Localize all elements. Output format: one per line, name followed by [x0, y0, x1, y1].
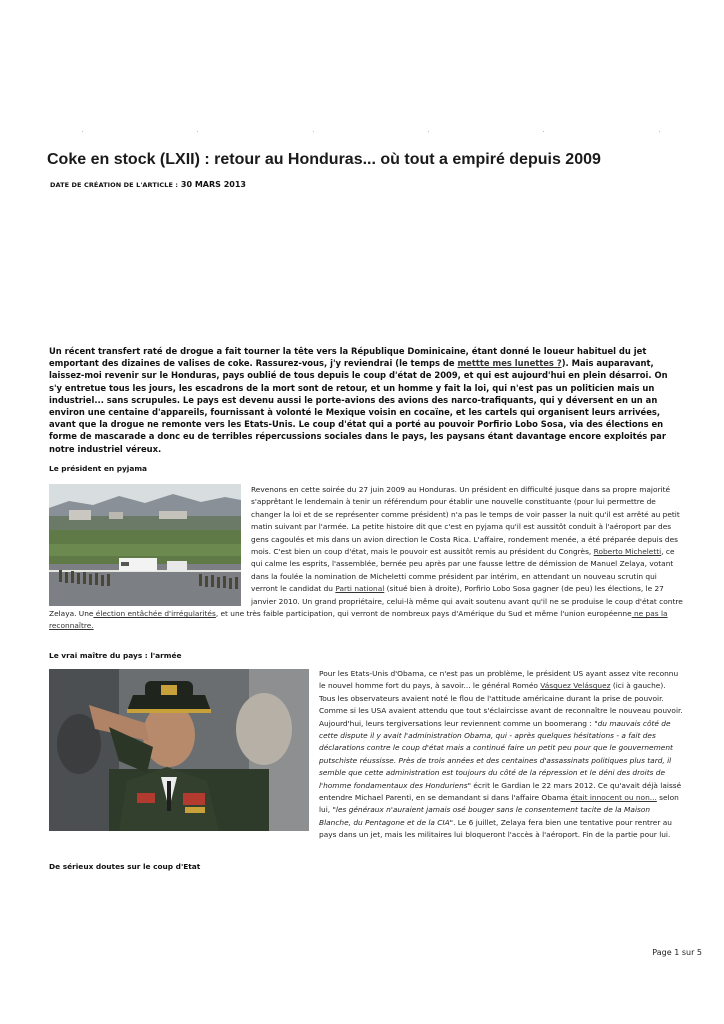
separator-dot — [543, 131, 544, 132]
intro-text: Un récent transfert raté de drogue a fait tourner la tête vers la République Dominicaine, étant donné le loueur habituel du jet emportant des dizaines de valises de coke. Rassurez-vous, j'y reviendrai (le temps de — [49, 346, 647, 369]
date-label: DATE DE CRÉATION DE L'ARTICLE : — [50, 181, 179, 189]
image-spacer — [49, 484, 251, 608]
glasses-link[interactable]: mettte mes lunettes ? — [457, 358, 562, 369]
paragraph-text: , ce qui calme les esprits, l'assemblée, bernée peu après par une fausse lettre de démission de Manuel Zelaya, votant dans la foulée la nomination de Micheletti comme président par intérim, en attendant un nouveau scrutin qui verront le candidat du — [251, 547, 675, 594]
paragraph-text: selon lui, " — [319, 793, 679, 815]
paragraph-text: Revenons en cette soirée du 27 juin 2009 au Honduras. Un président en difficulté jusque dans sa propre majorité s'apprêtant le lendemain à tenir un référendum pour établir une nouvelle constituante (pour lui permettre de changer la loi et de se représenter comme président) n'a pas le temps de voir passer la nuit qu'il est arrêté au petit matin suivant par l'armée. La petite histoire dit que c'est en pyjama qu'il est aussitôt conduit à l'aéroport par des gens cagoulés et mis dans un avion direction le Costa Rica. L'affaire, rondement menée, a été préparée depuis des mois. C'est bien un coup d'état, mais le pouvoir est aussitôt remis au président du Congrès, — [251, 485, 680, 557]
paragraph-text: ". Le 6 juillet, Zelaya fera bien une tentative pour rentrer au pays dans un jet, mais les militaires lui bloqueront l'accès à l'aéroport. Fin de la partie pour lui. — [319, 817, 672, 840]
section-army-body — [49, 668, 683, 842]
election-irregularities-link[interactable]: élection entâchée d'irrégularités — [93, 609, 216, 619]
separator-dot — [197, 131, 198, 132]
separator-dot — [313, 131, 314, 132]
page-number: Page 1 sur 5 — [652, 948, 702, 957]
guardian-quote: du mauvais côté de cette dispute il y avait l'administration Obama, qui - après quelques hésitations - a fait des déclarations contre le coup d'état mais a continué faire un petit peu pour que le gouvernement putschiste réussisse. Près de trois années et des centaines d'assassinats politiques plus tard, il semble que cette administration est toujours du côté de la répression et le déni des droits de l'homme fondamentaux des Honduriens — [319, 718, 673, 790]
innocent-link[interactable]: était innocent ou non... — [570, 793, 657, 803]
section-heading-doubts: De sérieux doutes sur le coup d'Etat — [49, 862, 201, 871]
header-rule — [0, 131, 724, 132]
section-heading-army: Le vrai maître du pays : l'armée — [49, 651, 182, 660]
paragraph-text: " écrit le Gardian le 22 mars 2012. Ce qu'avait déjà laissé entendre Michael Parenti, en se demandant si dans l'affaire Obama — [319, 780, 682, 803]
paragraph-text: (ici à gauche). Tous les observateurs avaient noté le flou de l'attitude américaine durant la prise de pouvoir. Comme si les USA avaient attendu que tout s'éclaircisse avant de reconnaître le nouveau pouvoir. Aujourd'hui, leurs tergiversations leur reviennent comme un boomerang : " — [319, 681, 683, 728]
intro-text: ). Mais auparavant, laissez-moi revenir sur le Honduras, pays oublié de tous depuis le coup d'état de 2009, et qui est aujourd'hui en plein désarroi. On s'y entretue tous les jours, les escadrons de la mort sont de retour, et un homme y fait la loi, qui n'est pas un politicien mais un industriel... sans scrupules. Le pays est devenu aussi le porte-avions des avions des narco-trafiquants, qui y déversent en un an environ une centaine d'appareils, fournissant à volonté le Mexique voisin en cocaïne, et les cartels qui organisent leurs arrivées, avant que la drogue ne remonte vers les Etats-Unis. Le coup d'état qui a porté au pouvoir Porfirio Lobo Sosa, via des élections en forme de mascarade a donc eu de terribles répercussions sociales dans le pays, les paysans étant davantage encore exploités par notre industriel véreux. — [49, 358, 668, 454]
date-value: 30 MARS 2013 — [180, 180, 246, 189]
image-spacer — [49, 668, 319, 834]
not-recognize-link[interactable]: ne pas la reconnaître. — [49, 609, 668, 631]
vasquez-link[interactable]: Vásquez Velásquez — [540, 681, 611, 691]
separator-dot — [659, 131, 660, 132]
micheletti-link[interactable]: Roberto Micheletti — [593, 547, 662, 557]
separator-dot — [428, 131, 429, 132]
article-title: Coke en stock (LXII) : retour au Honduras... où tout a empiré depuis 2009 — [47, 151, 601, 168]
paragraph-text: , et une très faible participation, qui verront de nombreux pays d'Amérique du Sud et même l'union européenne — [215, 609, 632, 619]
creation-date — [50, 180, 246, 189]
section-president-body — [49, 484, 683, 633]
intro-paragraph — [49, 345, 679, 455]
section-heading-president: Le président en pyjama — [49, 464, 148, 473]
parenti-quote: les généraux n'auraient jamais osé bouger sans le consentement tacite de la Maison Blanche, du Pentagone et de la CIA — [319, 805, 651, 827]
parti-national-link[interactable]: Parti national — [335, 584, 385, 594]
paragraph-text: Pour les Etats-Unis d'Obama, ce n'est pas un problème, le président US ayant assez vite reconnu le nouvel homme fort du pays, à savoir... le général Roméo — [319, 669, 679, 691]
paragraph-text: (situé bien à droite), Porfirio Lobo Sosa gagner (de peu) les élections, le 27 janvier 2010. Un grand propriétaire, celui-là même qui avait soutenu avant qu'il ne se produise le coup d'état contre Zelaya. Une — [49, 584, 683, 619]
separator-dot — [82, 131, 83, 132]
